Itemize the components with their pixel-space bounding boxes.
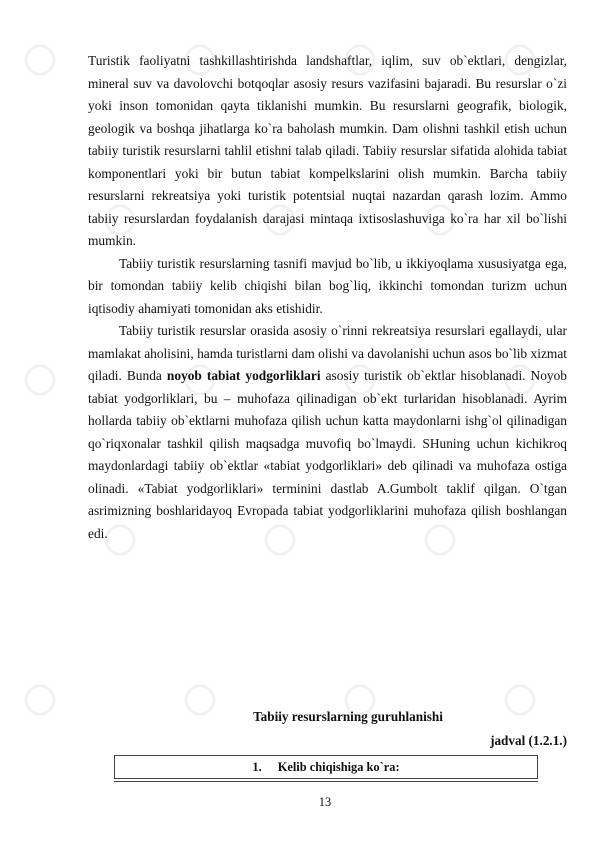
resources-table: [114, 755, 538, 783]
paragraph-1: Turistik faoliyatni tashkillashtirishda landshaftlar, iqlim, suv ob`ektlari, dengizlar, mineral suv va davolovchi botqoqlar asosiy resurs vazifasini bajaradi. Bu resurslar o`zi yoki inson tomonidan qayta tiklanishi mumkin. Bu resurslarni geografik, biologik, geologik va boshqa jihatlarga ko`ra baholash mumkin. Dam olishni tashkil etish uchun tabiiy turistik resurslarni tahlil etishni talab qiladi. Tabiiy resurslar sifatida alohida tabiat komponentlari yoki bir butun tabiat kompelkslarini olish mumkin. Barcha tabiiy resurslarni rekreatsiya yoki turistik potentsial nuqtai nazardan qarash lozim. Ammo tabiiy resurslardan foydalanish darajasi mintaqa ixtisoslashuviga ko`ra har xil bo`lishi mumkin.: [88, 53, 567, 248]
table-row-label: Kelib chiqishiga ko`ra:: [277, 759, 400, 774]
paragraph-3: [88, 320, 567, 545]
table-heading: Tabiiy resurslarning guruhlanishi: [253, 709, 443, 724]
table-row-number: 1.: [252, 759, 262, 774]
paragraph-3-bold-term: noyob tabiat yodgorliklari: [166, 368, 321, 383]
table-reference: jadval (1.2.1.): [490, 733, 567, 748]
paragraph-3-text-end: asosiy turistik ob`ektlar hisoblanadi. Noyob tabiat yodgorliklari, bu – muhofaza qilinadigan ob`ekt turlaridan hisoblanadi. Ayrim hollarda tabiiy ob`ektlarni muhofaza qilish uchun katta maydonlarni ishg`ol qilinadigan qo`riqxonalar tashkil qilish maqsadga muvofiq bo`lmaydi. SHuning uchun kichikroq maydonlardagi tabiiy ob`ektlar «tabiat yodgorliklari» deb qilinadi va muhofaza ostiga olinadi. «Tabiat yodgorliklari» terminini dastlab A.Gumbolt taklif qilgan. O`tgan asrimizning boshlaridayoq Evropada tabiat yodgorliklarini muhofaza qilish boshlangan edi.: [88, 368, 567, 541]
paragraph-3-text-start: Tabiiy turistik resurslar orasida asosiy o`rinni rekreatsiya resurslari egallaydi, ular mamlakat aholisini, hamda turistlarni dam olishi va davolanishi uchun asos bo`lib xizmat qiladi. Bunda: [88, 323, 567, 383]
table-row: [114, 755, 538, 779]
table-divider: [114, 781, 538, 782]
page-number: 13: [318, 795, 332, 809]
document-body: [88, 50, 567, 545]
paragraph-2: Tabiiy turistik resurslarning tasnifi mavjud bo`lib, u ikkiyoqlama xususiyatga ega, bir tomondan tabiiy kelib chiqishi bilan bog`liq, ikkinchi tomondan turizm uchun iqtisodiy ahamiyati tomonidan aks etishidir.: [88, 255, 567, 316]
